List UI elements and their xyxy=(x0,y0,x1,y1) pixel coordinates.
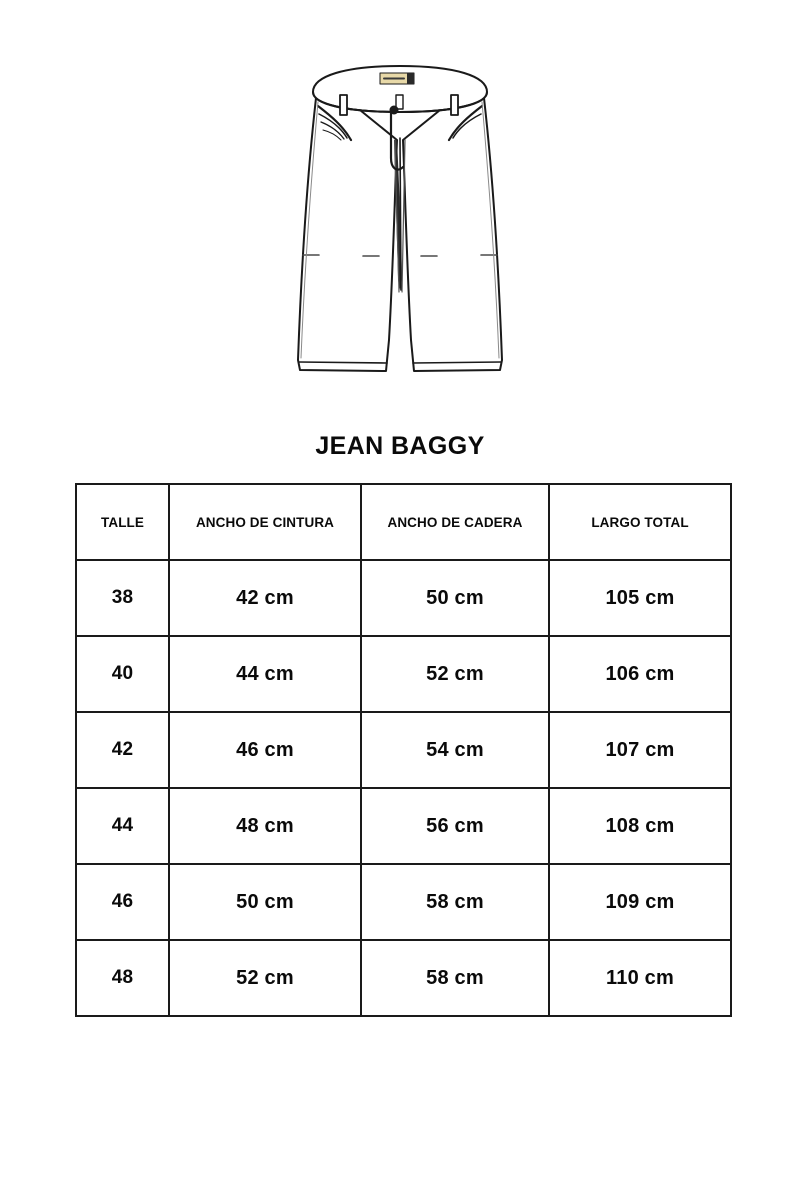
center-inseam xyxy=(400,138,401,290)
cell-talle: 40 xyxy=(76,636,169,712)
table-row xyxy=(76,864,731,940)
page-title: JEAN BAGGY xyxy=(315,432,485,460)
cell-cintura: 50 cm xyxy=(169,864,361,940)
size-chart-table xyxy=(75,483,732,1017)
belt-loop-right xyxy=(451,95,458,115)
table-header-row xyxy=(76,484,731,560)
left-hem-line xyxy=(299,362,387,363)
right-hem-line xyxy=(413,362,501,363)
cell-largo: 107 cm xyxy=(549,712,731,788)
cell-talle: 46 xyxy=(76,864,169,940)
column-header-talle: TALLE xyxy=(76,484,169,560)
cell-cintura: 52 cm xyxy=(169,940,361,1016)
table-row xyxy=(76,788,731,864)
belt-loop-left xyxy=(340,95,347,115)
column-header-largo: LARGO TOTAL xyxy=(549,484,731,560)
cell-largo: 109 cm xyxy=(549,864,731,940)
column-header-cadera: ANCHO DE CADERA xyxy=(361,484,549,560)
column-header-cintura: ANCHO DE CINTURA xyxy=(169,484,361,560)
cell-cadera: 52 cm xyxy=(361,636,549,712)
cell-cintura: 48 cm xyxy=(169,788,361,864)
table-row xyxy=(76,712,731,788)
brand-label-tab xyxy=(407,73,414,84)
right-leg xyxy=(403,98,502,371)
cell-talle: 42 xyxy=(76,712,169,788)
cell-cintura: 46 cm xyxy=(169,712,361,788)
cell-largo: 105 cm xyxy=(549,560,731,636)
cell-cadera: 58 cm xyxy=(361,864,549,940)
table-row xyxy=(76,636,731,712)
table-row xyxy=(76,940,731,1016)
cell-cadera: 56 cm xyxy=(361,788,549,864)
cell-cadera: 54 cm xyxy=(361,712,549,788)
cell-cintura: 42 cm xyxy=(169,560,361,636)
cell-talle: 44 xyxy=(76,788,169,864)
table-row xyxy=(76,560,731,636)
cell-largo: 108 cm xyxy=(549,788,731,864)
baggy-jeans-drawing xyxy=(285,40,515,400)
left-leg xyxy=(298,98,397,371)
cell-largo: 106 cm xyxy=(549,636,731,712)
cell-cintura: 44 cm xyxy=(169,636,361,712)
cell-talle: 48 xyxy=(76,940,169,1016)
cell-talle: 38 xyxy=(76,560,169,636)
cell-largo: 110 cm xyxy=(549,940,731,1016)
product-illustration xyxy=(0,40,800,415)
cell-cadera: 58 cm xyxy=(361,940,549,1016)
cell-cadera: 50 cm xyxy=(361,560,549,636)
size-table-container xyxy=(75,483,730,1017)
